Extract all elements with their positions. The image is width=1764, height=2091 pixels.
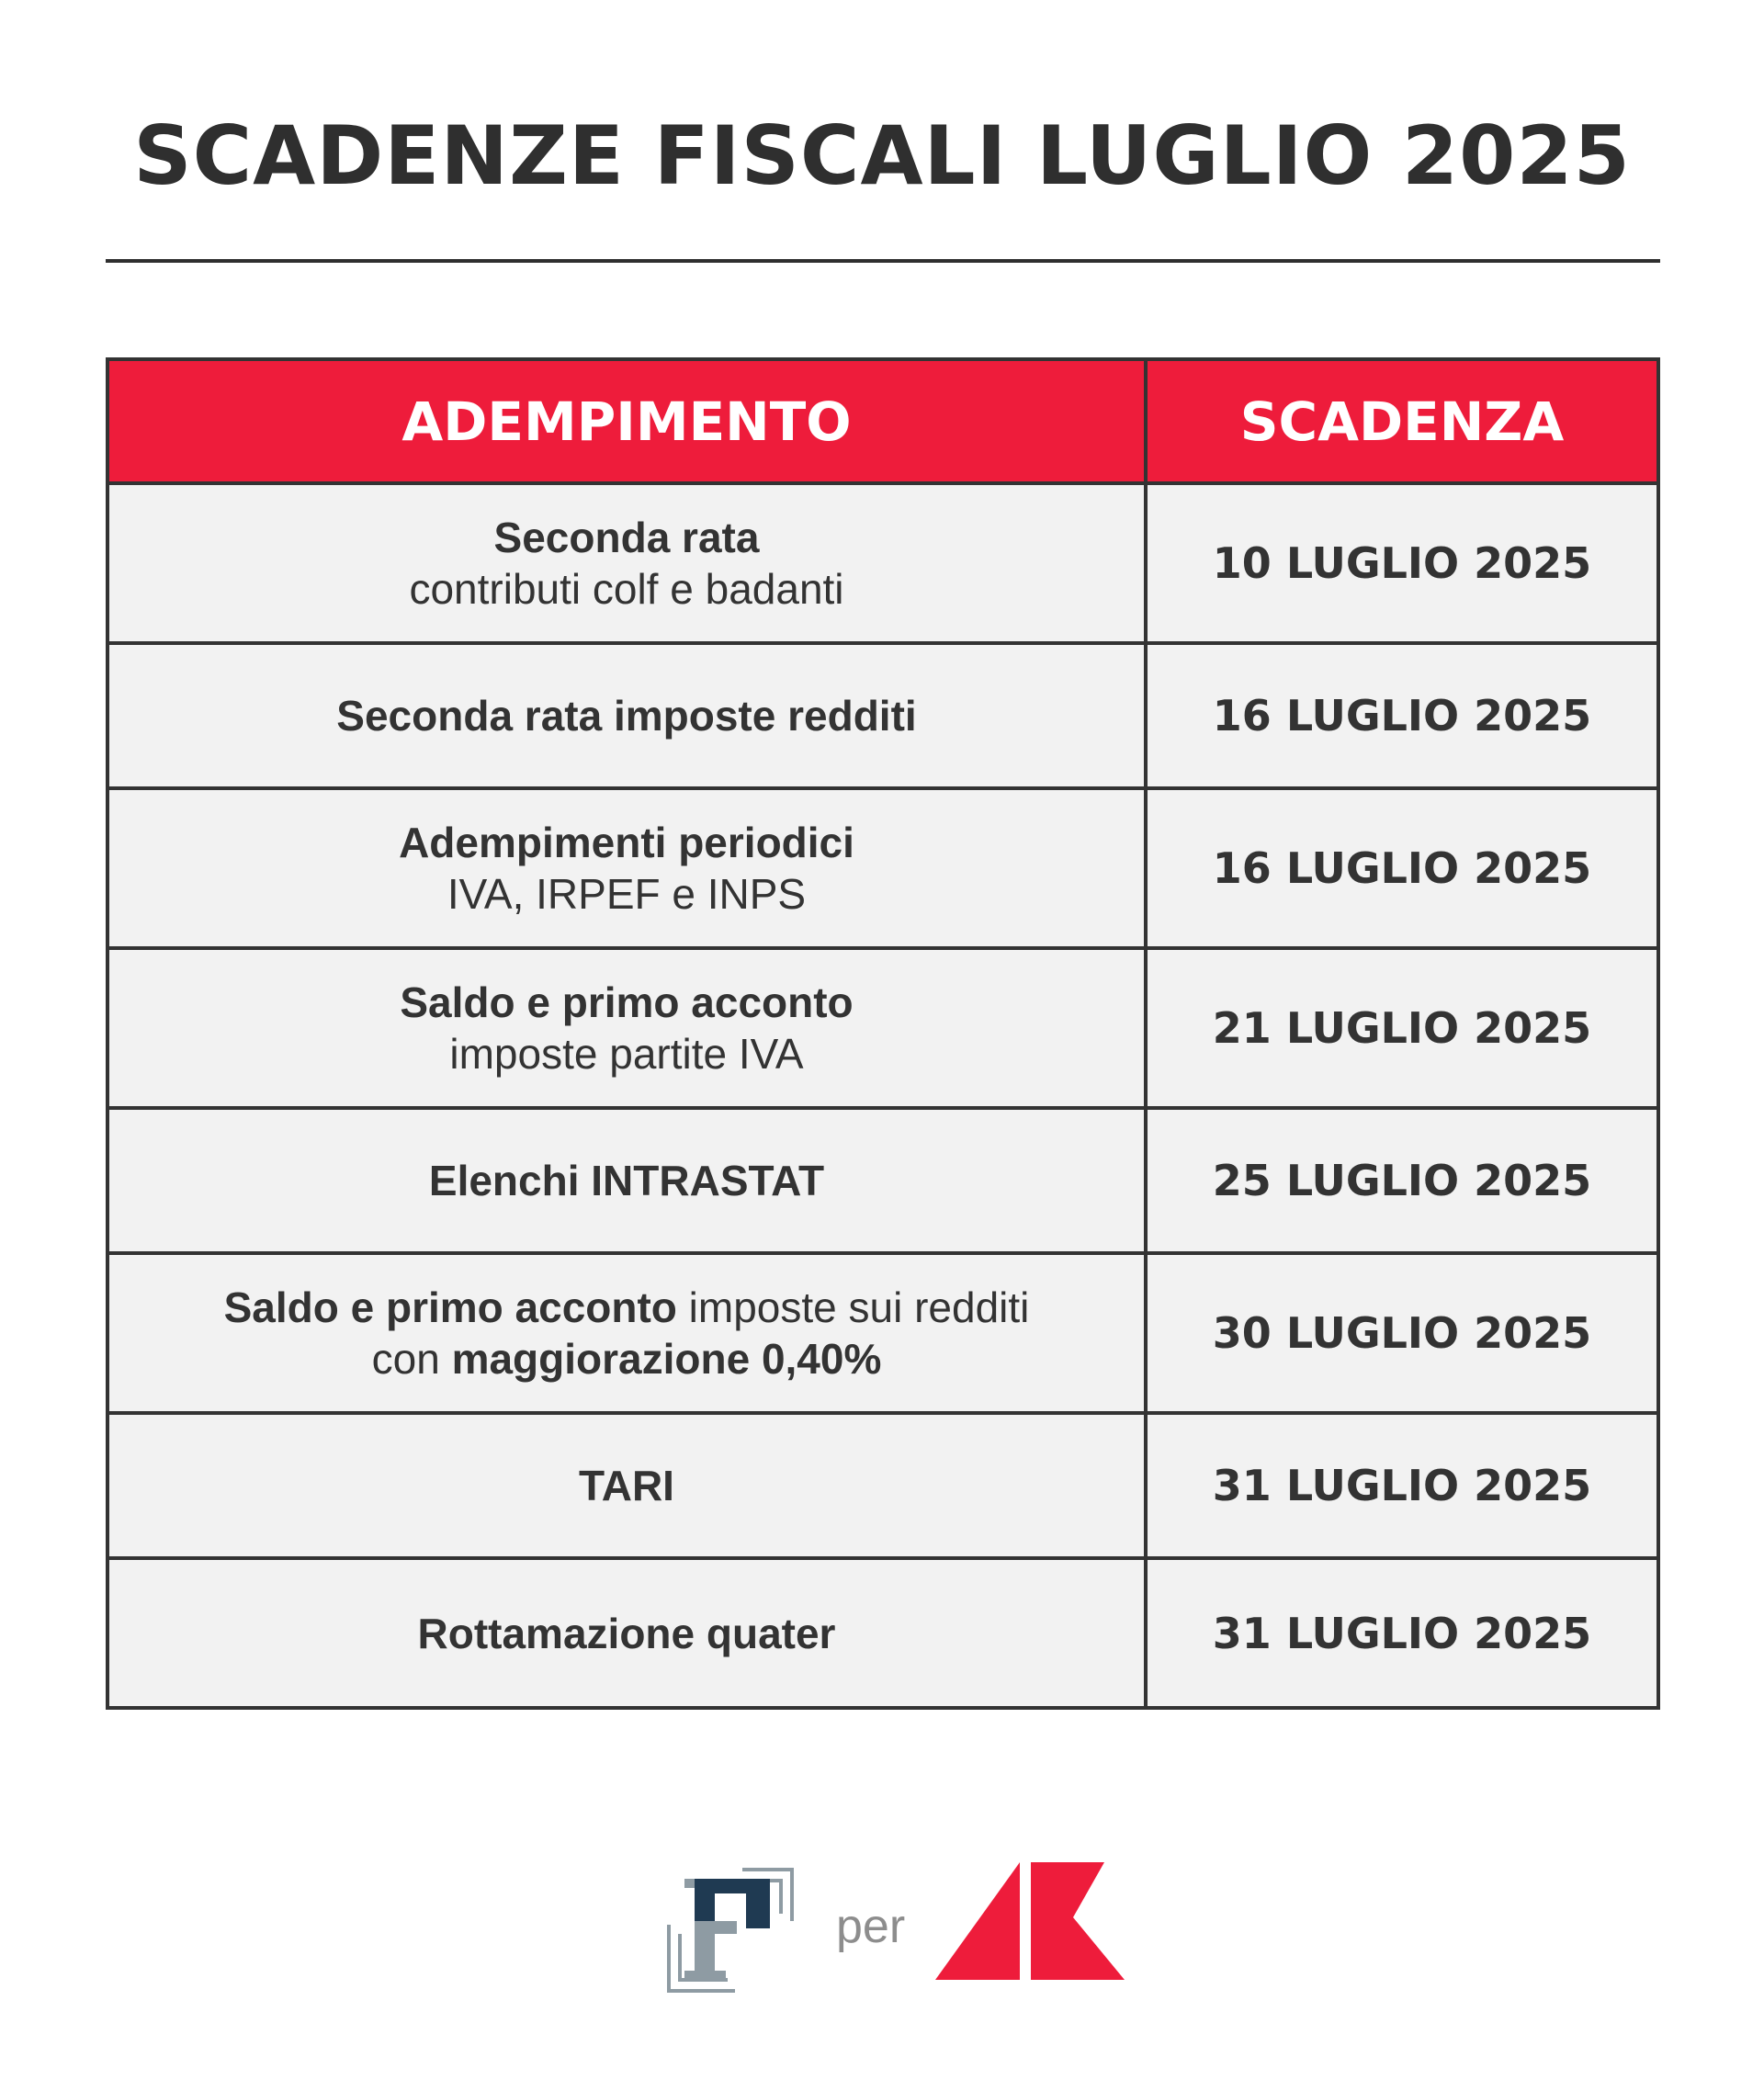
deadline-date: 21 LUGLIO 2025 <box>1212 1003 1592 1053</box>
task-cell <box>109 790 1148 946</box>
table-row <box>109 1415 1657 1560</box>
task-title: Seconda rata <box>493 514 760 561</box>
task-detail: IVA, IRPEF e INPS <box>447 870 807 918</box>
task-title-rest: imposte sui redditi <box>676 1283 1030 1331</box>
footer-logos <box>0 1824 1764 2026</box>
title-divider <box>106 259 1660 263</box>
deadline-date: 16 LUGLIO 2025 <box>1212 843 1592 893</box>
task-title: Saldo e primo acconto <box>223 1283 677 1331</box>
task-cell <box>109 1560 1148 1706</box>
table-row <box>109 645 1657 790</box>
deadline-date: 31 LUGLIO 2025 <box>1212 1461 1592 1510</box>
task-detail: contributi colf e badanti <box>409 565 844 613</box>
task-cell <box>109 1110 1148 1251</box>
deadline-date: 10 LUGLIO 2025 <box>1212 538 1592 588</box>
task-cell <box>109 1255 1148 1411</box>
deadline-date: 31 LUGLIO 2025 <box>1212 1608 1592 1658</box>
task-title-line <box>224 1282 1030 1333</box>
task-title: Saldo e primo acconto <box>400 978 854 1026</box>
task-cell <box>109 645 1148 786</box>
task-title: Rottamazione quater <box>417 1609 836 1657</box>
table-row <box>109 1110 1657 1255</box>
deadlines-table <box>106 357 1660 1710</box>
task-detail-line <box>372 1333 882 1385</box>
task-title: Adempimenti periodici <box>399 819 854 866</box>
task-detail-emphasis: maggiorazione 0,40% <box>451 1335 882 1383</box>
table-row <box>109 950 1657 1110</box>
deadline-date: 30 LUGLIO 2025 <box>1212 1308 1592 1358</box>
task-title: TARI <box>579 1462 674 1509</box>
table-row <box>109 790 1657 950</box>
task-cell <box>109 485 1148 641</box>
task-cell <box>109 1415 1148 1556</box>
task-detail-prefix: con <box>371 1335 452 1383</box>
table-header-row <box>109 361 1657 485</box>
task-title: Elenchi INTRASTAT <box>428 1157 825 1204</box>
letter-f-logo-icon <box>643 1833 818 2017</box>
column-header-adempimento: ADEMPIMENTO <box>109 361 1148 481</box>
deadline-date: 25 LUGLIO 2025 <box>1212 1156 1592 1205</box>
deadline-date: 16 LUGLIO 2025 <box>1212 691 1592 740</box>
task-detail: imposte partite IVA <box>449 1030 804 1078</box>
table-row <box>109 1560 1657 1706</box>
table-row <box>109 485 1657 645</box>
task-cell <box>109 950 1148 1106</box>
column-header-scadenza: SCADENZA <box>1239 390 1565 453</box>
page-title: SCADENZE FISCALI LUGLIO 2025 <box>133 108 1631 203</box>
connector-text: per <box>836 1900 906 1953</box>
task-title: Seconda rata imposte redditi <box>336 692 917 740</box>
table-row <box>109 1255 1657 1415</box>
ak-logo-icon <box>935 1862 1125 1982</box>
